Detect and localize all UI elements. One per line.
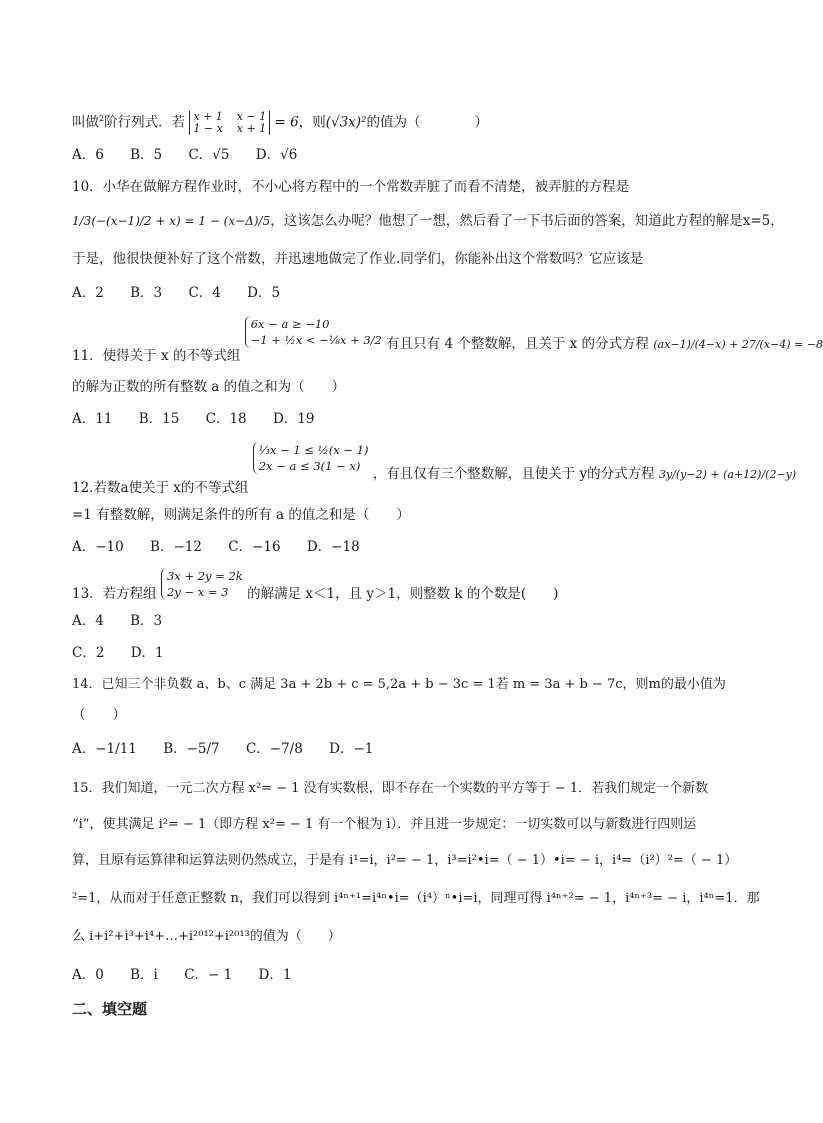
q11-sys-row1: 6x − a ≥ −10 <box>250 317 330 331</box>
option-c: C．−16 <box>228 539 281 555</box>
option-a: A．11 <box>72 411 113 427</box>
option-b: B．15 <box>138 411 180 427</box>
option-b: B．−12 <box>150 539 202 555</box>
option-a: A．−10 <box>72 539 124 555</box>
q12-sys-row1: ⅓x − 1 ≤ ½(x − 1) <box>258 443 369 457</box>
q11-fraction-equation: (ax−1)/(4−x) + 27/(x−4) = −8 <box>653 337 823 351</box>
q13-stem <box>72 568 558 600</box>
q14-options <box>72 740 395 758</box>
option-d: D．√6 <box>255 147 298 163</box>
q9-determinant <box>189 111 270 135</box>
option-c: C．− 1 <box>184 967 233 983</box>
q13-text1: 13．若方程组 <box>72 585 157 602</box>
option-d: D．5 <box>247 285 281 301</box>
option-b: B．5 <box>130 147 163 163</box>
option-a: A．2 <box>72 285 104 301</box>
q11-text1: 11．使得关于 x 的不等式组 <box>72 347 241 364</box>
option-d: D．19 <box>272 411 315 427</box>
option-d: D．1 <box>130 645 164 661</box>
option-d: D．1 <box>258 967 292 983</box>
q10-equation: 1/3(−(x−1)/2 + x) = 1 − (x−Δ)/5 <box>72 214 271 228</box>
q13-options-row2 <box>72 644 186 662</box>
q9-text1: 叫做 <box>72 114 99 131</box>
q10-line2-text: ，这该怎么办呢？他想了一想，然后看了一下书后面的答案，知道此方程的解是x=5， <box>270 213 784 229</box>
q9-det-row1: x + 1 x − 1 <box>193 110 267 123</box>
q14-line2: （ ） <box>72 707 126 723</box>
q12-text1: 12.若数a使关于 x的不等式组 <box>72 479 249 496</box>
q10-options <box>72 284 302 302</box>
option-a: A．0 <box>72 967 104 983</box>
q12-sys-row2: 2x − a ≤ 3(1 − x) <box>258 459 361 473</box>
option-b: B．i <box>130 967 158 983</box>
q13-equation-system <box>161 568 243 600</box>
option-b: B．−5/7 <box>163 741 220 757</box>
option-a: A．6 <box>72 147 104 163</box>
q9-options <box>72 146 319 164</box>
q15-line2: “i”，使其满足 i²= − 1（即方程 x²= − 1 有一个根为 i）．并且进一步规定：一切实数可以与新数进行四则运 <box>72 817 697 832</box>
q12-inequality-system <box>253 442 369 474</box>
option-c: C．18 <box>205 411 247 427</box>
q13-text2: 的解满足 x＜1，且 y＞1，则整数 k 的个数是( ) <box>247 585 559 602</box>
q12-line2: =1 有整数解，则满足条件的所有 a 的值之和是（ ） <box>72 507 410 523</box>
option-b: B．3 <box>130 285 163 301</box>
q15-line1: 15．我们知道，一元二次方程 x²= − 1 没有实数根，即不存在一个实数的平方等于 − 1．若我们规定一个新数 <box>72 781 709 796</box>
option-d: D．−1 <box>329 741 374 757</box>
q15-line4: ²=1，从而对于任意正整数 n，我们可以得到 i⁴ⁿ⁺¹=i⁴ⁿ•i=（i⁴）ⁿ•i=i，同理可得 i⁴ⁿ⁺²= − 1，i⁴ⁿ⁺³= − i，i⁴ⁿ=1．那 <box>72 891 760 906</box>
q12-fraction-equation: 3y/(y−2) + (a+12)/(2−y) <box>658 467 797 481</box>
option-c: C．4 <box>188 285 221 301</box>
q12-options <box>72 538 382 556</box>
q12-text2: ，有且仅有三个整数解，且使关于 y的分式方程 <box>372 465 655 482</box>
q9-expr: (√3x)² <box>325 114 367 131</box>
q10-line3: 于是，他很快便补好了这个常数，并迅速地做完了作业.同学们，你能补出这个常数吗？它应该是 <box>72 251 644 267</box>
q13-sys-row2: 2y − x = 3 <box>166 585 229 599</box>
q9-eq: = 6 <box>274 114 299 131</box>
option-b: B．3 <box>130 613 163 629</box>
q13-options-row1 <box>72 612 184 630</box>
q11-text2: 有且只有 4 个整数解，且关于 x 的分式方程 <box>386 335 650 352</box>
q11-sys-row2: −1 + ½x < −⅛x + 3/2 <box>250 333 382 347</box>
option-a: A．−1/11 <box>72 741 137 757</box>
option-d: D．−18 <box>306 539 360 555</box>
q9-stem <box>72 110 488 135</box>
q11-stem <box>72 316 823 364</box>
option-c: C．√5 <box>188 147 230 163</box>
q11-inequality-system <box>245 316 382 348</box>
q12-stem <box>72 442 797 496</box>
q9-text3: ，则 <box>298 114 326 131</box>
q9-sup: 2 <box>99 114 105 123</box>
section-heading-fill-in: 二、填空题 <box>72 1000 148 1018</box>
q11-options <box>72 410 336 428</box>
q9-text4: 的值为（ ） <box>366 114 488 131</box>
option-c: C．2 <box>72 645 105 661</box>
q15-line3: 算，且原有运算律和运算法则仍然成立，于是有 i¹=i，i²= − 1，i³=i²•i=（ − 1）•i= − i，i⁴=（i²）²=（ − 1） <box>72 853 738 868</box>
q15-options <box>72 966 313 984</box>
q10-line1: 10．小华在做解方程作业时，不小心将方程中的一个常数弄脏了而看不清楚，被弄脏的方程是 <box>72 179 630 195</box>
q9-det-row2: 1 − x x + 1 <box>193 122 267 135</box>
q11-line2: 的解为正数的所有整数 a 的值之和为（ ） <box>72 379 346 395</box>
q15-line5: 么 i+i²+i³+i⁴+…+i²⁰¹²+i²⁰¹³的值为（ ） <box>72 929 341 944</box>
option-a: A．4 <box>72 613 104 629</box>
q14-line1: 14．已知三个非负数 a、b、c 满足 3a + 2b + c = 5,2a + b − 3c = 1若 m = 3a + b − 7c，则m的最小值为 <box>72 677 726 692</box>
option-c: C．−7/8 <box>245 741 303 757</box>
q13-sys-row1: 3x + 2y = 2k <box>166 569 243 583</box>
q10-line2 <box>72 212 784 230</box>
q9-text2: 阶行列式．若 <box>104 114 186 131</box>
